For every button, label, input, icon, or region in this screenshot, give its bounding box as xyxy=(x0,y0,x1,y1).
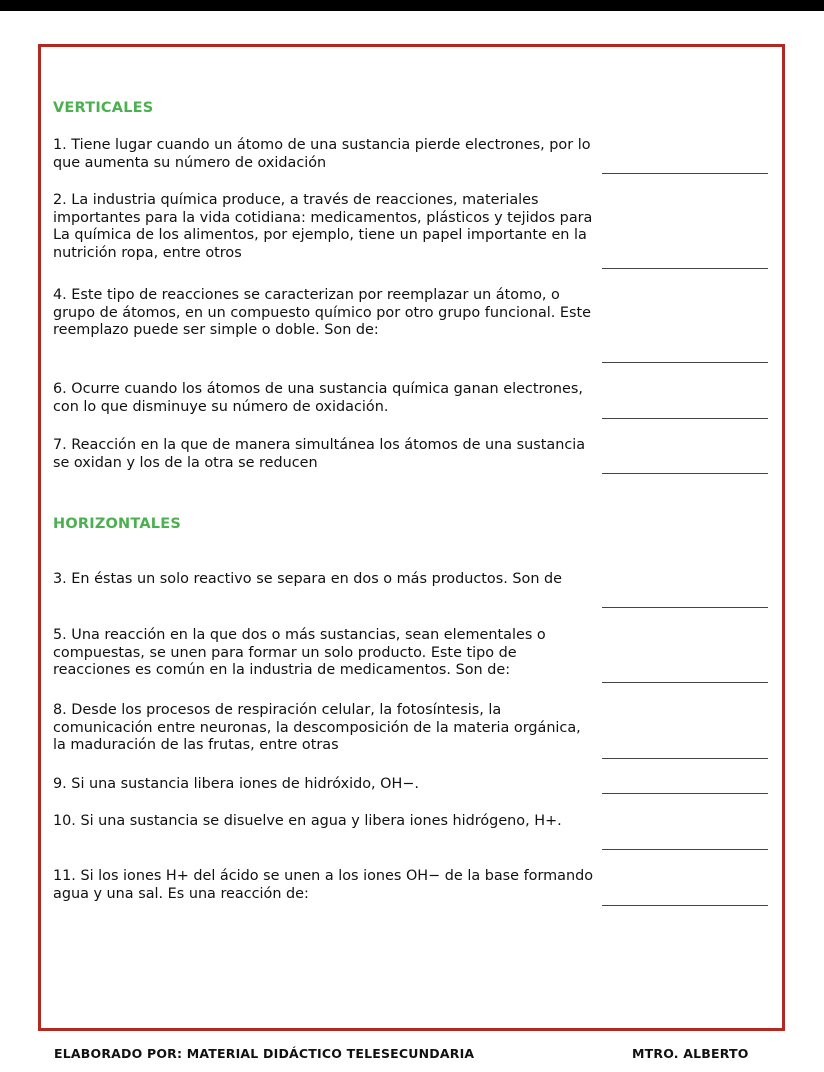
question-8: 8. Desde los procesos de respiración celular, la fotosíntesis, la comunicación entre neuronas, la descomposición de la materia orgánica, la maduración de las frutas, entre otras xyxy=(53,702,581,754)
answer-line-11[interactable] xyxy=(602,905,768,906)
question-1: 1. Tiene lugar cuando un átomo de una sustancia pierde electrones, por lo que aumenta su número de oxidación xyxy=(53,137,591,171)
answer-line-3[interactable] xyxy=(602,607,768,608)
question-11: 11. Si los iones H+ del ácido se unen a los iones OH− de la base formando agua y una sal. Es una reacción de: xyxy=(53,868,594,902)
section-title-horizontales: HORIZONTALES xyxy=(53,516,181,532)
section-title-verticales: VERTICALES xyxy=(53,100,154,116)
answer-line-6[interactable] xyxy=(602,418,768,419)
answer-line-1[interactable] xyxy=(602,173,768,174)
answer-line-2[interactable] xyxy=(602,268,768,269)
answer-line-8[interactable] xyxy=(602,758,768,759)
question-5: 5. Una reacción en la que dos o más sustancias, sean elementales o compuestas, se unen para formar un solo producto. Este tipo de reacciones es común en la industria de medicamentos. Son de: xyxy=(53,627,546,679)
question-2: 2. La industria química produce, a través de reacciones, materiales importantes para la vida cotidiana: medicamentos, plásticos y tejidos para La química de los alimentos, por ejemplo, tiene un papel importante en la nutrición ropa, entre otros xyxy=(53,192,593,261)
question-3: 3. En éstas un solo reactivo se separa en dos o más productos. Son de xyxy=(53,571,562,587)
question-9: 9. Si una sustancia libera iones de hidróxido, OH−. xyxy=(53,776,419,792)
question-7: 7. Reacción en la que de manera simultánea los átomos de una sustancia se oxidan y los de la otra se reducen xyxy=(53,437,586,471)
answer-line-4[interactable] xyxy=(602,362,768,363)
answer-line-9[interactable] xyxy=(602,793,768,794)
answer-line-10[interactable] xyxy=(602,849,768,850)
question-6: 6. Ocurre cuando los átomos de una sustancia química ganan electrones, con lo que disminuye su número de oxidación. xyxy=(53,381,583,415)
question-10: 10. Si una sustancia se disuelve en agua y libera iones hidrógeno, H+. xyxy=(53,813,562,829)
answer-line-7[interactable] xyxy=(602,473,768,474)
footer-teacher: MTRO. ALBERTO xyxy=(632,1046,749,1061)
top-bar xyxy=(0,0,824,11)
answer-line-5[interactable] xyxy=(602,682,768,683)
footer-author: ELABORADO POR: MATERIAL DIDÁCTICO TELESECUNDARIA xyxy=(54,1046,475,1061)
question-4: 4. Este tipo de reacciones se caracterizan por reemplazar un átomo, o grupo de átomos, en un compuesto químico por otro grupo funcional. Este reemplazo puede ser simple o doble. Son de: xyxy=(53,287,592,339)
